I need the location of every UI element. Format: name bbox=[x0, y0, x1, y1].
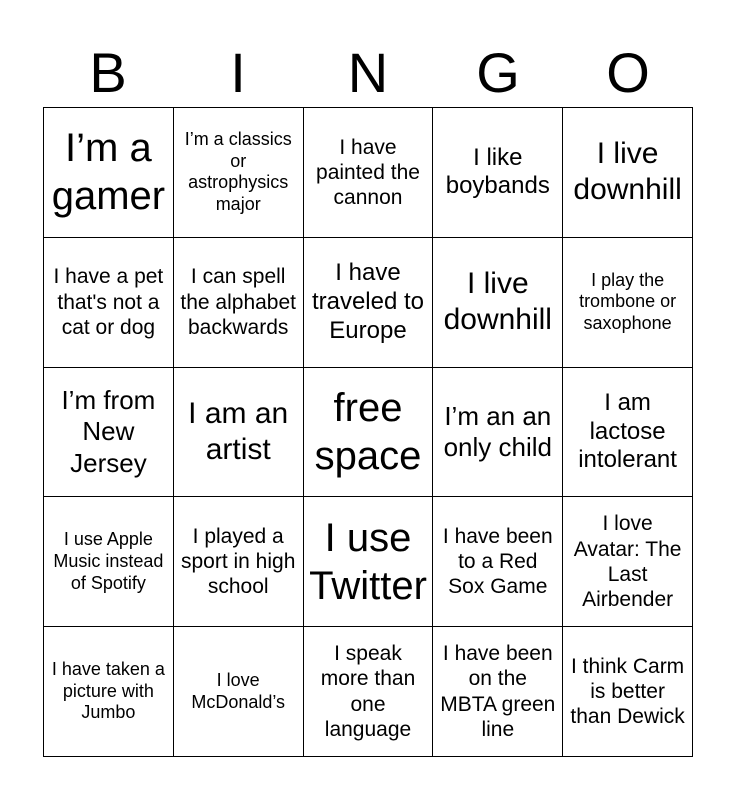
bingo-cell[interactable] bbox=[174, 108, 304, 238]
cell-text: I think Carm is better than Dewick bbox=[570, 654, 685, 729]
cell-text: I have taken a picture with Jumbo bbox=[51, 659, 165, 723]
bingo-cell[interactable] bbox=[563, 108, 693, 238]
bingo-cell[interactable] bbox=[433, 108, 563, 238]
cell-text: I play the trombone or saxophone bbox=[579, 269, 677, 333]
bingo-cell[interactable] bbox=[174, 238, 304, 368]
cell-text: I’m a classics or astrophysics major bbox=[184, 129, 292, 214]
bingo-cell[interactable] bbox=[174, 497, 304, 627]
cell-text: I have traveled to Europe bbox=[311, 259, 425, 344]
cell-text: I use Twitter bbox=[309, 515, 427, 608]
cell-text: I have been on the MBTA green line bbox=[440, 642, 556, 741]
cell-text: I love McDonald’s bbox=[191, 670, 286, 712]
header-letter-g: G bbox=[476, 41, 520, 104]
bingo-board bbox=[43, 107, 693, 757]
bingo-cell[interactable] bbox=[304, 238, 434, 368]
cell-text: I can spell the alphabet backwards bbox=[180, 265, 296, 339]
cell-text: I live downhill bbox=[573, 137, 682, 207]
bingo-cell[interactable] bbox=[44, 108, 174, 238]
cell-text: I speak more than one language bbox=[320, 642, 416, 741]
cell-text: I use Apple Music instead of Spotify bbox=[53, 529, 164, 593]
bingo-cell[interactable] bbox=[44, 368, 174, 498]
cell-text: I played a sport in high school bbox=[180, 525, 296, 599]
cell-text: I have painted the cannon bbox=[316, 135, 420, 209]
bingo-cell[interactable] bbox=[433, 497, 563, 627]
bingo-cell[interactable] bbox=[304, 497, 434, 627]
cell-text: I’m from New Jersey bbox=[61, 385, 156, 478]
cell-text: I have been to a Red Sox Game bbox=[442, 525, 553, 599]
bingo-cell[interactable] bbox=[563, 497, 693, 627]
bingo-cell[interactable] bbox=[433, 368, 563, 498]
bingo-cell[interactable] bbox=[304, 627, 434, 757]
bingo-cell[interactable] bbox=[563, 627, 693, 757]
cell-text: I am lactose intolerant bbox=[578, 388, 677, 474]
cell-text: I have a pet that's not a cat or dog bbox=[53, 265, 164, 339]
bingo-cell[interactable] bbox=[174, 627, 304, 757]
bingo-cell[interactable] bbox=[563, 238, 693, 368]
cell-text: I’m an an only child bbox=[443, 400, 552, 462]
cell-text: free space bbox=[314, 385, 422, 478]
header-letter-n: N bbox=[347, 41, 389, 104]
cell-text: I’m a gamer bbox=[51, 126, 166, 219]
header-letter-b: B bbox=[89, 41, 127, 104]
cell-text: I live downhill bbox=[443, 267, 552, 337]
bingo-cell[interactable] bbox=[433, 238, 563, 368]
cell-text: I love Avatar: The Last Airbender bbox=[573, 512, 682, 611]
bingo-cell[interactable] bbox=[174, 368, 304, 498]
cell-text: I like boybands bbox=[445, 143, 550, 200]
bingo-cell[interactable] bbox=[304, 108, 434, 238]
bingo-cell free-space[interactable] bbox=[304, 368, 434, 498]
header-letter-o: O bbox=[606, 41, 650, 104]
bingo-header bbox=[43, 38, 693, 108]
bingo-cell[interactable] bbox=[44, 497, 174, 627]
bingo-cell[interactable] bbox=[563, 368, 693, 498]
cell-text: I am an artist bbox=[188, 396, 289, 466]
bingo-cell[interactable] bbox=[44, 627, 174, 757]
bingo-cell[interactable] bbox=[433, 627, 563, 757]
header-letter-i: I bbox=[230, 41, 246, 104]
bingo-cell[interactable] bbox=[44, 238, 174, 368]
